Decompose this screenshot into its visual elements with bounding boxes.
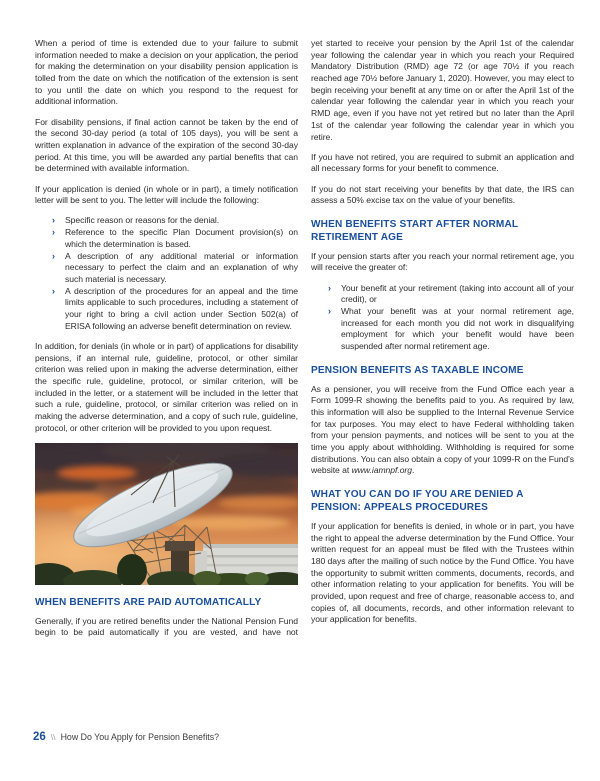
page-number: 26 [33, 731, 46, 743]
paragraph: yet started to receive your pension by the April 1st of the calendar year following the calendar year in which you reach your Required Mandatory Distribution (RMD) age 72 (or age 70½ if you reach reached age 70½ before January 1, 2020). However, you may elect to begin receiving your benefit at any time on or after the April 1st of the calendar year following the calendar year in which you reach your RMD age, even if you have not yet retired but no later than the April 1st of the calendar year following the calendar year in which you retire. [311, 38, 574, 142]
list-item [52, 251, 298, 286]
satellite-dish-photo [35, 443, 298, 585]
arrow-bullet-icon: › [52, 285, 55, 296]
footer-section-title: How Do You Apply for Pension Benefits? [60, 732, 220, 742]
paragraph: When a period of time is extended due to your failure to submit information needed to make a decision on your application, the period for making the determination on your disability pension application is tolled from the date on which the notification of the extension is sent to you until the date on which you respond to the request for additional information. [35, 38, 298, 107]
two-column-layout [35, 38, 574, 648]
paragraph: If you do not start receiving your benefits by that date, the IRS can assess a 50% excise tax on the value of your benefits. [311, 183, 574, 206]
paragraph [311, 384, 574, 478]
right-column [311, 38, 574, 648]
paragraph: If you have not retired, you are required to submit an application and all necessary forms for your benefit to commence. [311, 151, 574, 174]
paragraph-text: . [411, 465, 415, 476]
paragraph: If your application is denied (in whole or in part), a timely notification letter will be sent to you. The letter will include the following: [35, 183, 298, 206]
list-item [328, 306, 574, 353]
paragraph: If your application for benefits is denied, in whole or in part, you have the right to appeal the adverse determination by the Fund Office. Your written request for an appeal must be filed with the Trustees within 180 days after the mailing of such notice by the Fund Office. You have the opportunity to submit written comments, documents, records, and other information relating to your application for benefits. You will be provided, upon request and free of charge, reasonable access to, and copies of, all documents, records, and other information relevant to your application for benefits. [311, 520, 574, 625]
page-footer [33, 731, 219, 743]
list-item-text: What your benefit was at your normal retirement age, increased for each month you did not work in disqualifying employment for which your benefit would have been suspended after normal retirement age. [341, 306, 574, 352]
list-item-text: Specific reason or reasons for the denial. [65, 215, 220, 226]
list-item [52, 215, 298, 227]
list-item-text: A description of any additional material or information necessary to perfect the claim and an explanation of why such material is necessary. [65, 250, 298, 284]
paragraph: For disability pensions, if final action cannot be taken by the end of the second 30-day period (a total of 105 days), you will be sent a written explanation in advance of the expiration of the second 30-day period. At this time, you will be awarded any partial benefits that can be determined with available information. [35, 116, 298, 174]
paragraph: Generally, if you are retired benefits under the National Pension Fund begin to be paid automatically if you are vested, and have not [35, 615, 298, 638]
list-item-text: Your benefit at your retirement (taking into account all of your credit), or [341, 282, 574, 305]
list-item-text: Reference to the specific Plan Document provision(s) on which the determination is based. [65, 227, 298, 249]
paragraph: In addition, for denials (in whole or in part) of applications for disability pensions, if an internal rule, guideline, protocol, or other similar criterion was relied upon in making the adverse determination, either the specific rule, guideline, protocol, or similar criterion, will be included in the letter, or a statement will be included in the letter that such a rule, guideline, protocol, or similar criterion was relied on in making the adverse determination, and a copy of such rule, guideline, protocol, or other criterion will be provided to you upon request. [35, 340, 298, 433]
list-item [52, 227, 298, 250]
section-heading-appeals-procedures: WHAT YOU CAN DO IF YOU ARE DENIED A PENSION: APPEALS PROCEDURES [311, 489, 524, 514]
fund-website-link[interactable]: www.iamnpf.org [351, 465, 412, 476]
left-column [35, 38, 298, 648]
section-heading-taxable-income: PENSION BENEFITS AS TAXABLE INCOME [311, 364, 524, 376]
footer-separator: \\ [50, 732, 56, 742]
arrow-bullet-icon: › [52, 215, 55, 226]
list-item [328, 283, 574, 306]
arrow-bullet-icon: › [328, 306, 331, 316]
list-item [52, 286, 298, 333]
denial-letter-bullet-list [35, 215, 298, 332]
list-item-text: A description of the procedures for an appeal and the time limits applicable to such procedures, including a statement of your right to bring a civil action under Section 502(a) of ERISA following an adverse benefit determination on review. [65, 285, 298, 331]
paragraph: If your pension starts after you reach your normal retirement age, you will receive the greater of: [311, 250, 574, 273]
paragraph-text: As a pensioner, you will receive from the Fund Office each year a Form 1099-R showing the benefits paid to you. As required by law, this information will also be supplied to the Internal Revenue Service for tax purposes. You may elect to have Federal withholding taken from your pension payments, and notices will be sent to you at the time you apply about withholding. Withholding is required for some distributions. You can also obtain a copy of your 1099-R on the Fund's website at [311, 383, 574, 476]
section-heading-benefits-after-normal-retirement: WHEN BENEFITS START AFTER NORMAL RETIREMENT AGE [311, 218, 519, 243]
section-heading-benefits-paid-automatically: WHEN BENEFITS ARE PAID AUTOMATICALLY [35, 596, 262, 608]
arrow-bullet-icon: › [52, 250, 55, 261]
arrow-bullet-icon: › [328, 282, 331, 293]
arrow-bullet-icon: › [52, 227, 55, 238]
retirement-benefit-bullet-list [311, 283, 574, 353]
